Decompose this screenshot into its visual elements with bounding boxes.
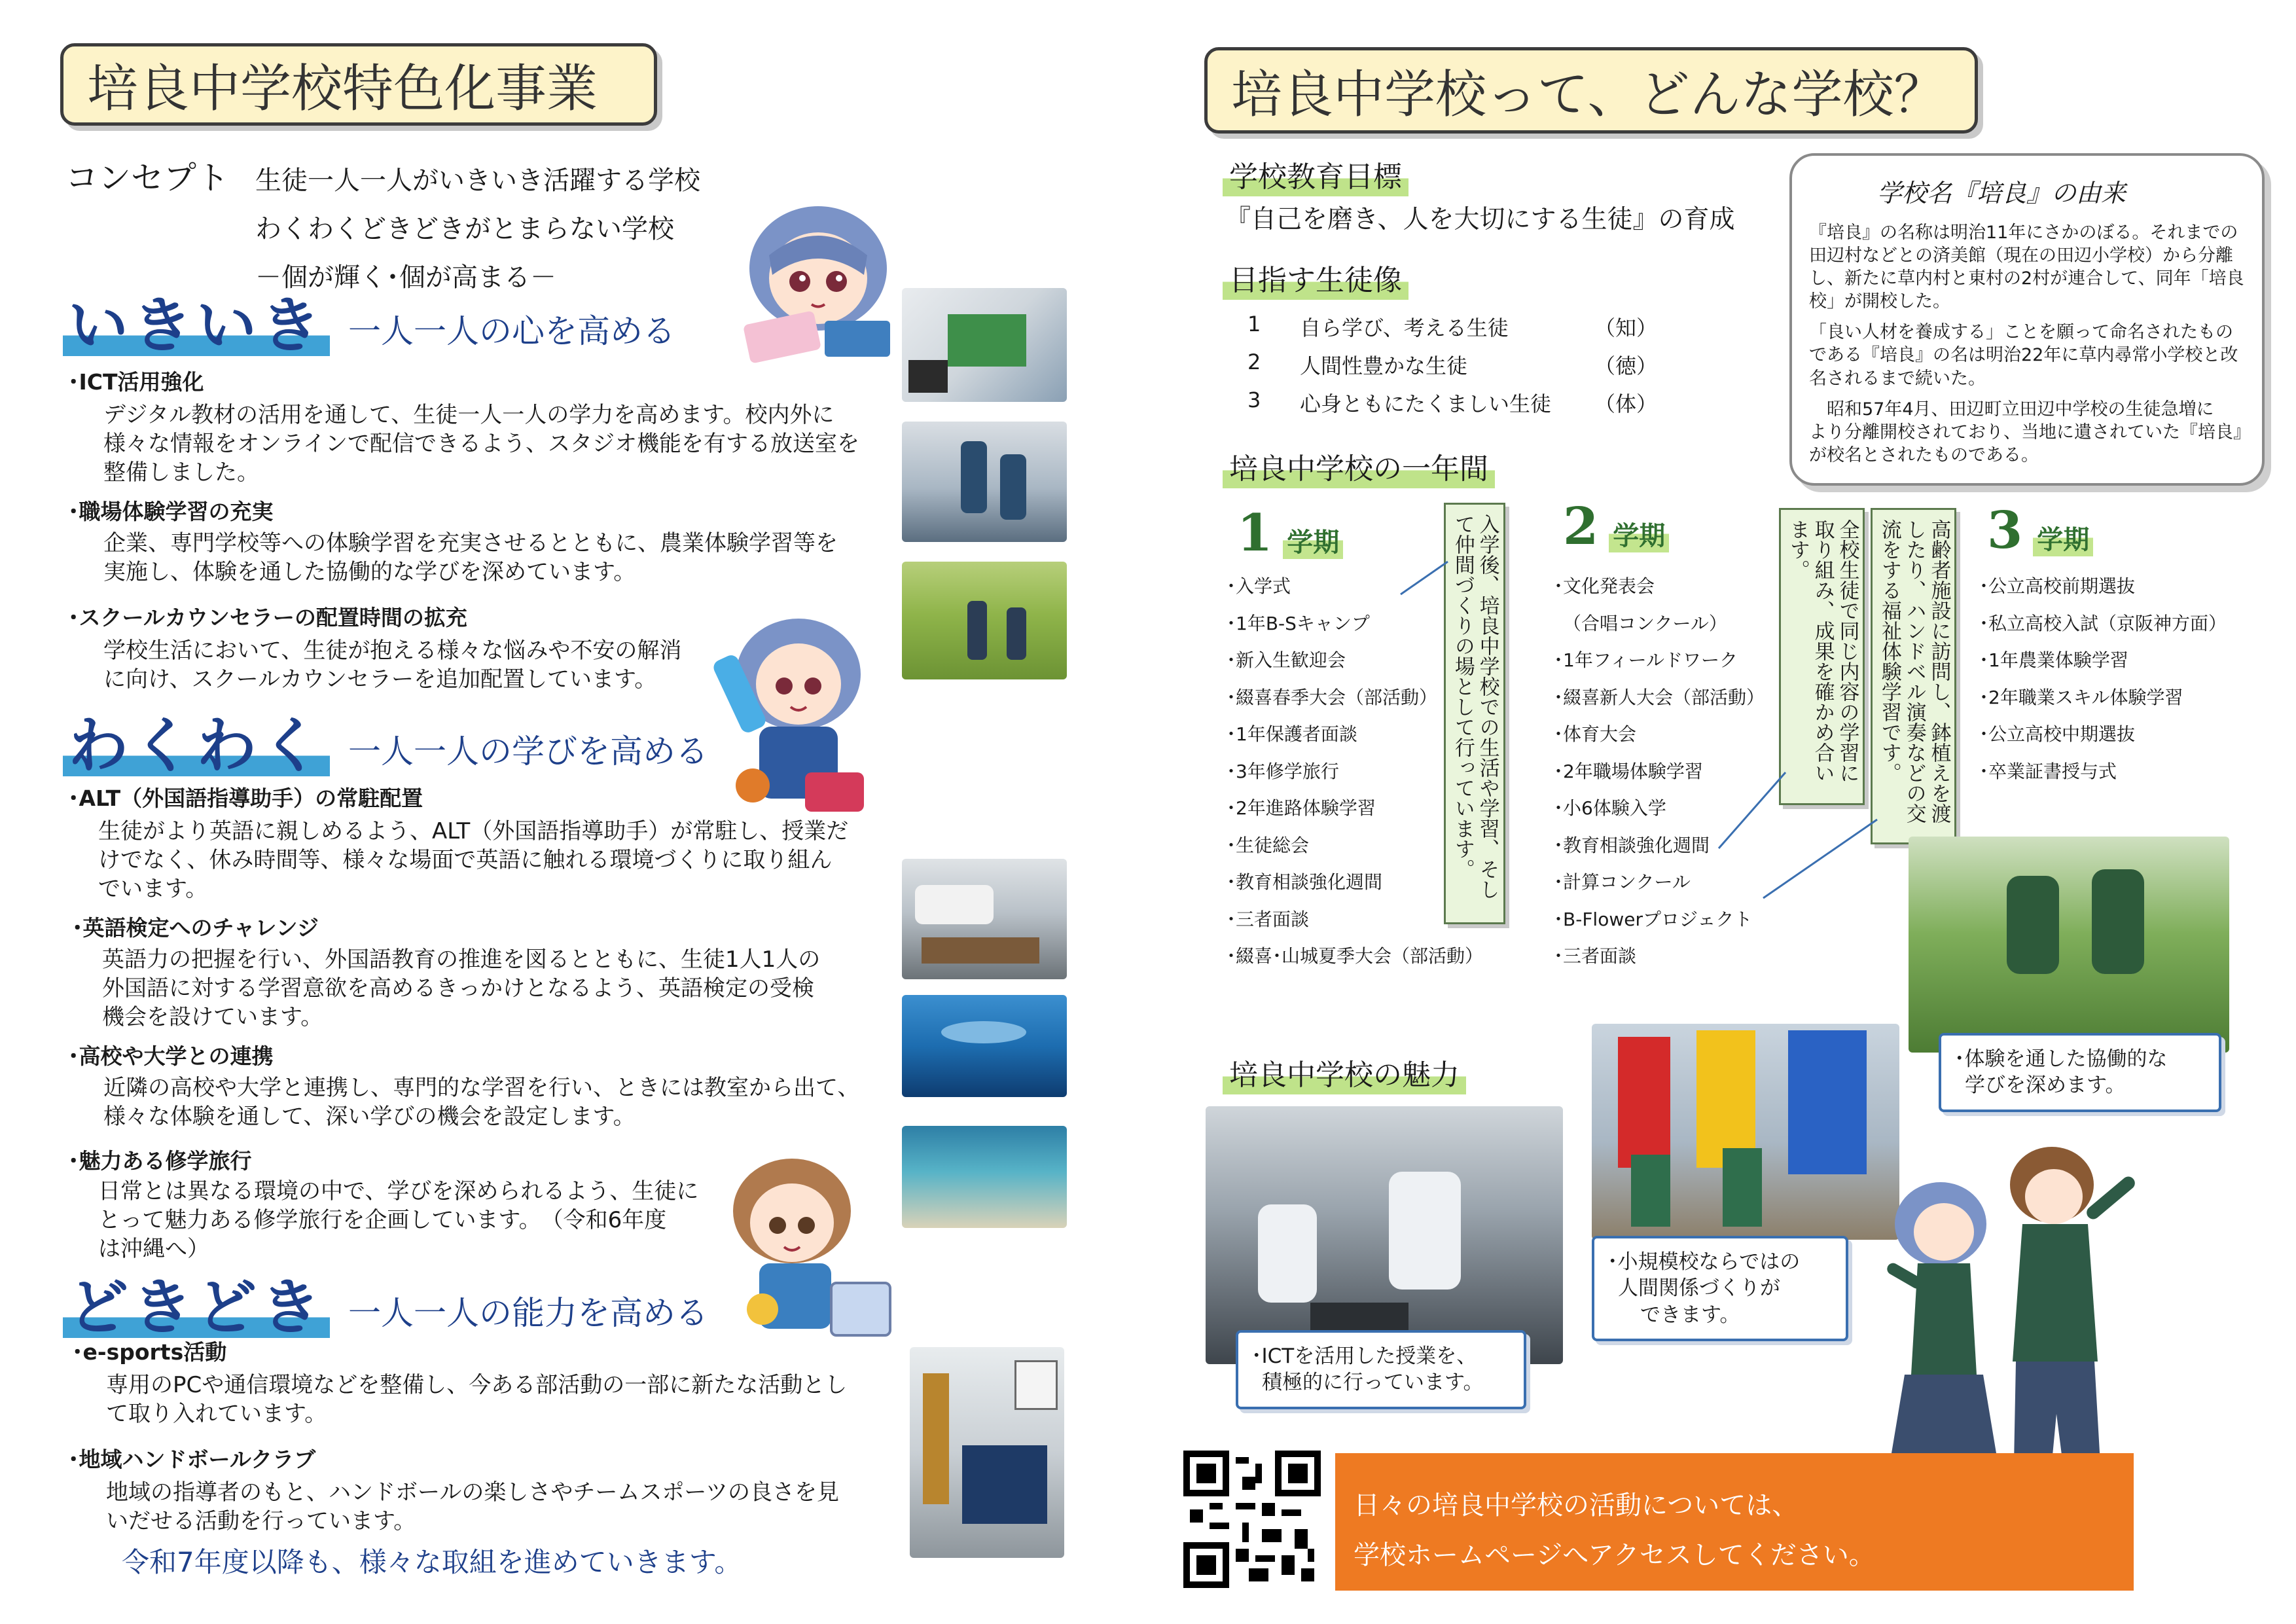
item-text-line: 専用のPCや通信環境などを整備し、今ある部活動の一部に新たな活動とし: [106, 1372, 848, 1398]
event-item: （合唱コンクール）: [1554, 612, 1727, 634]
event-item: ･2年職業スキル体験学習: [1979, 686, 2183, 708]
event-item: ･私立高校入試（京阪神方面）: [1979, 612, 2227, 634]
closing-statement: 令和7年度以降も、様々な取組を進めていきます。: [122, 1546, 742, 1578]
concept-label: コンセプト: [65, 159, 229, 197]
event-item: ･生徒総会: [1227, 834, 1310, 856]
ideal-student-heading: 目指す生徒像: [1223, 257, 1408, 300]
school-goal-heading: 学校教育目標: [1223, 153, 1408, 196]
left-title-text: 培良中学校特色化事業: [87, 60, 598, 118]
item-text-line: 生徒がより英語に親しめるよう、ALT（外国語指導助手）が常駐し、授業だ: [98, 818, 849, 844]
item-text-line: 英語力の把握を行い、外国語教育の推進を図るとともに、生徒1人1人の: [102, 947, 821, 973]
item-text-line: 様々な情報をオンラインで配信できるよう、スタジオ機能を有する放送室を: [103, 431, 859, 458]
term2-number: 2: [1563, 497, 1599, 556]
item-title-ict: ･ICT活用強化: [68, 369, 204, 395]
appeal-heading: 培良中学校の魅力: [1223, 1051, 1466, 1094]
term2-label: 学期: [1609, 515, 1669, 552]
event-item: ･2年職場体験学習: [1554, 760, 1703, 782]
bubble-ict: [1236, 1330, 1526, 1409]
event-item: ･1年農業体験学習: [1979, 649, 2128, 671]
event-item: ･綴喜春季大会（部活動）: [1227, 686, 1438, 708]
origin-line: し、新たに草内村と東村の2村が連合して、同年「培良: [1809, 268, 2244, 289]
item-text-line: に向け、スクールカウンセラーを追加配置しています。: [103, 666, 657, 693]
event-item: ･3年修学旅行: [1227, 760, 1339, 782]
origin-line: 「良い人材を養成する」ことを願って命名されたもの: [1809, 322, 2233, 343]
origin-line: 昭和57年4月、田辺町立田辺中学校の生徒急増に: [1809, 399, 2214, 420]
ideal-row-text: 自ら学び、考える生徒: [1300, 316, 1509, 340]
term1-number: 1: [1237, 503, 1273, 563]
event-item: ･公立高校前期選抜: [1979, 575, 2136, 597]
event-item: ･1年B-Sキャンプ: [1227, 612, 1370, 634]
item-text-line: て取り入れています。: [106, 1401, 327, 1428]
event-item: ･教育相談強化週間: [1227, 871, 1383, 893]
term1-label: 学期: [1283, 522, 1343, 559]
event-item: ･新入生歓迎会: [1227, 649, 1346, 671]
bubble-relationships: [1592, 1236, 1848, 1341]
item-text-line: 様々な体験を通して、深い学びの機会を設定します。: [103, 1104, 636, 1130]
wakuwaku-subtitle: 一人一人の学びを高める: [348, 732, 709, 770]
concept-line-2: わくわくどきどきがとまらない学校: [255, 214, 674, 244]
item-text-line: 地域の指導者のもと、ハンドボールの楽しさやチームスポーツの良さを見: [106, 1479, 839, 1506]
item-text-line: 学校生活において、生徒が抱える様々な悩みや不安の解消: [103, 638, 682, 664]
bubble-collaborative: [1939, 1033, 2221, 1112]
event-item: ･2年進路体験学習: [1227, 797, 1376, 819]
term2-note-box-school: 全校生徒で同じ内容の学習に取り組み、成果を確かめ合います。: [1779, 508, 1865, 805]
ikiiki-word: いきいき: [63, 296, 330, 356]
event-item: ･1年フィールドワーク: [1554, 649, 1738, 671]
item-text-line: 日常とは異なる環境の中で、学びを深められるよう、生徒に: [98, 1178, 699, 1204]
bubble-line: 積極的に行っています。: [1262, 1371, 1484, 1395]
homepage-banner-line2: 学校ホームページへアクセスしてください。: [1354, 1540, 1875, 1570]
event-item: ･1年保護者面談: [1227, 723, 1357, 745]
right-title-text: 培良中学校って、どんな学校？: [1231, 65, 1945, 124]
item-text-line: 実施し、体験を通した協働的な学びを深めています。: [103, 559, 636, 586]
event-item: ･小6体験入学: [1554, 797, 1666, 819]
bubble-line: 人間関係づくりが: [1618, 1276, 1780, 1301]
origin-line: である『培良』の名は明治22年に草内尋常小学校と改: [1809, 345, 2238, 366]
event-item: ･卒業証書授与式: [1979, 760, 2117, 782]
item-text-line: けでなく、休み時間等、様々な場面で英語に触れる環境づくりに取り組ん: [98, 847, 833, 874]
item-text-line: とって魅力ある修学旅行を企画しています。 （令和6年度: [98, 1207, 667, 1234]
event-item: ･計算コンクール: [1554, 871, 1691, 893]
qr-code[interactable]: [1183, 1451, 1321, 1588]
ideal-row-tag: （知）: [1594, 316, 1658, 340]
term2-note-box-welfare: 高齢者施設に訪問し、鉢植えを渡したり、ハンドベル演奏などの交流をする福祉体験学習です。: [1871, 508, 1956, 844]
origin-line: 名されるまで続いた。: [1809, 368, 1986, 389]
item-text-line: 企業、専門学校等への体験学習を充実させるとともに、農業体験学習等を: [103, 530, 838, 556]
ideal-row-tag: （体）: [1594, 391, 1658, 416]
origin-line: 校」が開校した。: [1809, 291, 1950, 312]
dokidoki-word: どきどき: [63, 1278, 330, 1338]
item-title-handball: ･地域ハンドボールクラブ: [68, 1447, 316, 1472]
homepage-banner-line1: 日々の培良中学校の活動については、: [1354, 1490, 1799, 1521]
bubble-line: ･小規模校ならではの: [1607, 1250, 1801, 1274]
name-origin-title: 学校名『培良』の由来: [1877, 179, 2126, 208]
item-text-line: いだせる活動を行っています。: [106, 1508, 416, 1535]
event-item: ･入学式: [1227, 575, 1291, 597]
term3-number: 3: [1987, 501, 2023, 560]
one-year-heading: 培良中学校の一年間: [1223, 445, 1495, 488]
item-text-line: 近隣の高校や大学と連携し、専門的な学習を行い、ときには教室から出て、: [103, 1075, 860, 1101]
origin-line: より分離開校されており、当地に遺されていた『培良』: [1809, 422, 2251, 442]
ideal-row-number: 2: [1247, 350, 1261, 374]
ideal-row-tag: （徳）: [1594, 353, 1658, 378]
wakuwaku-word: わくわく: [63, 716, 330, 776]
event-item: ･綴喜新人大会（部活動）: [1554, 686, 1765, 708]
ideal-row-number: 3: [1247, 388, 1261, 412]
bubble-line: できます。: [1640, 1303, 1740, 1327]
term3-label: 学期: [2033, 519, 2093, 556]
event-item: ･三者面談: [1554, 945, 1637, 967]
event-item: ･教育相談強化週間: [1554, 834, 1710, 856]
item-title-schooltrip: ･魅力ある修学旅行: [68, 1148, 252, 1174]
concept-line-1: 生徒一人一人がいきいき活躍する学校: [255, 166, 700, 196]
item-text-line: は沖縄へ）: [98, 1236, 209, 1263]
item-title-workplace: ･職場体験学習の充実: [68, 499, 274, 524]
bubble-line: ･ICTを活用した授業を、: [1251, 1344, 1477, 1368]
item-text-line: 整備しました。: [103, 460, 259, 486]
item-title-university: ･高校や大学との連携: [68, 1043, 274, 1069]
origin-line: 田辺村などとの済美館（現在の田辺小学校）から分離: [1809, 245, 2233, 266]
bubble-line: ･体験を通した協働的な: [1954, 1047, 2168, 1071]
ideal-row-text: 人間性豊かな生徒: [1300, 353, 1468, 378]
photo-sports-festival: [1592, 1024, 1899, 1240]
event-item: ･公立高校中期選抜: [1979, 723, 2136, 745]
event-item: ･B-Flowerプロジェクト: [1554, 908, 1753, 930]
concept-line-3: －個が輝く･個が高まる－: [255, 262, 556, 293]
ikiiki-subtitle: 一人一人の心を高める: [348, 312, 676, 350]
item-title-alt: ･ALT（外国語指導助手）の常駐配置: [68, 785, 423, 811]
item-title-eiken: ･英語検定へのチャレンジ: [72, 915, 319, 941]
item-title-esports: ･e-sports活動: [72, 1339, 227, 1365]
event-item: ･三者面談: [1227, 908, 1310, 930]
item-text-line: 外国語に対する学習意欲を高めるきっかけとなるよう、英語検定の受検: [102, 975, 814, 1002]
dokidoki-subtitle: 一人一人の能力を高める: [348, 1294, 709, 1332]
origin-line: が校名とされたものである。: [1809, 444, 2039, 465]
photo-farm-experience: [1909, 837, 2229, 1053]
bubble-line: 学びを深めます。: [1965, 1074, 2126, 1098]
ideal-row-text: 心身ともにたくましい生徒: [1300, 391, 1552, 416]
homepage-banner[interactable]: [1335, 1453, 2134, 1591]
origin-line: 『培良』の名称は明治11年にさかのぼる。それまでの: [1809, 223, 2238, 243]
qr-code-icon: [1183, 1451, 1321, 1588]
ideal-row-number: 1: [1247, 312, 1261, 336]
item-text-line: でいます。: [98, 876, 208, 903]
photo-ict-class: [1206, 1106, 1563, 1364]
event-item: ･綴喜･山城夏季大会（部活動）: [1227, 945, 1484, 967]
item-title-counselor: ･スクールカウンセラーの配置時間の拡充: [68, 605, 467, 630]
item-text-line: 機会を設けています。: [102, 1004, 323, 1031]
term1-note-box: 入学後、培良中学校での生活や学習、そして仲間づくりの場として行っています。: [1444, 503, 1505, 924]
event-item: ･文化発表会: [1554, 575, 1655, 597]
item-text-line: デジタル教材の活用を通して、生徒一人一人の学力を高めます。校内外に: [103, 402, 834, 428]
school-goal-text: 『自己を磨き、人を大切にする生徒』の育成: [1225, 205, 1735, 234]
event-item: ･体育大会: [1554, 723, 1637, 745]
